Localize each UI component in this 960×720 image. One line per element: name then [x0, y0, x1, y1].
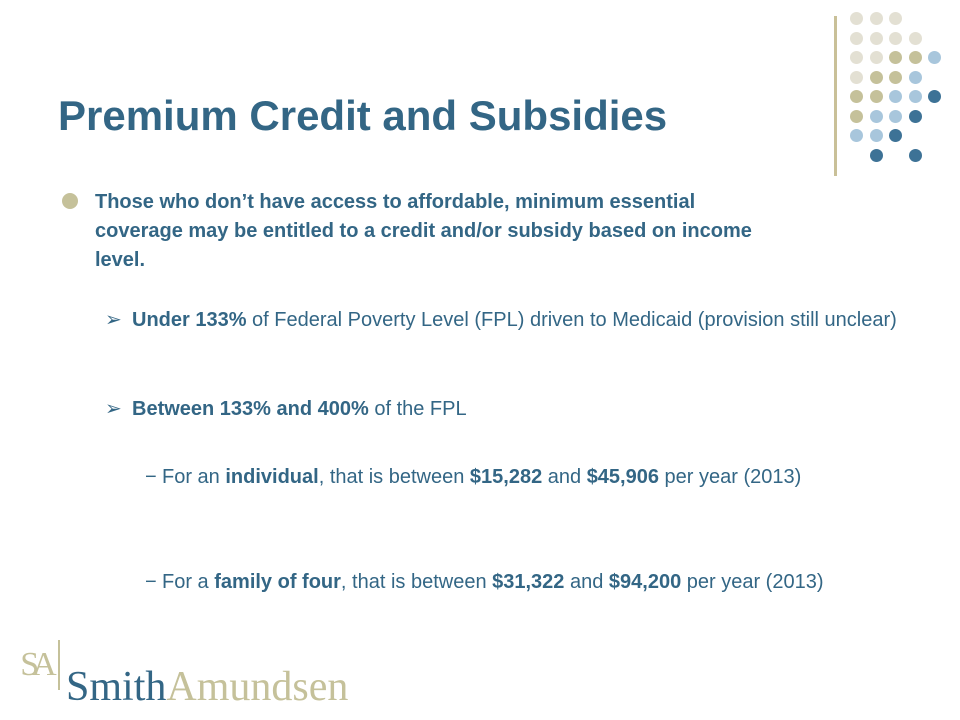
- decorative-dot: [850, 90, 863, 103]
- text-part: , that is between: [340, 571, 493, 593]
- decorative-dot-grid: [850, 12, 950, 162]
- text-bold-part: family of four: [214, 571, 341, 593]
- text-bold-part: $45,906: [586, 466, 659, 488]
- smithamundsen-logo: [12, 636, 392, 712]
- logo-name-second: Amundsen: [166, 664, 349, 710]
- decorative-dot: [909, 32, 922, 45]
- sub-bullet-under-133: [105, 306, 905, 335]
- decorative-dot: [889, 12, 902, 25]
- decorative-dot: [889, 32, 902, 45]
- decorative-dot: [909, 149, 922, 162]
- text-part: per year (2013): [681, 571, 824, 593]
- text-bold-part: $15,282: [469, 466, 543, 488]
- decorative-dot: [850, 12, 863, 25]
- text-part: For a: [162, 571, 215, 593]
- decorative-dot: [889, 110, 902, 123]
- slide-title: Premium Credit and Subsidies: [58, 92, 668, 139]
- decorative-dot: [928, 51, 941, 64]
- sub-bullet-text: of the FPL: [368, 398, 467, 420]
- arrow-bullet-icon: ➢: [105, 309, 122, 331]
- decorative-dot: [889, 51, 902, 64]
- decorative-dot: [889, 129, 902, 142]
- text-part: and: [542, 466, 587, 488]
- decorative-dot: [870, 71, 883, 84]
- bullet-text-eligibility: Those who don’t have access to affordable, minimum essential coverage may be entitled to a credit and/or subsidy based on income level.: [95, 191, 752, 271]
- decorative-dot: [870, 110, 883, 123]
- bullet-dot: [62, 193, 78, 209]
- logo-divider: [58, 640, 60, 690]
- decorative-dot: [850, 51, 863, 64]
- decorative-dot: [909, 110, 922, 123]
- text-bold-part: $94,200: [608, 571, 682, 593]
- sub-sub-bullet-individual: [145, 463, 905, 492]
- dash-bullet-icon: −: [145, 571, 157, 593]
- logo-wordmark: [66, 664, 348, 710]
- sub-bullet-bold: Under 133%: [132, 309, 247, 331]
- decorative-dot: [928, 90, 941, 103]
- decorative-dot: [889, 90, 902, 103]
- text-part: per year (2013): [658, 466, 802, 488]
- decorative-dot: [909, 51, 922, 64]
- text-part: For an: [162, 466, 226, 488]
- decorative-dot: [870, 149, 883, 162]
- decorative-dot: [870, 12, 883, 25]
- text-bold-part: individual: [225, 466, 319, 488]
- text-part: , that is between: [318, 466, 470, 488]
- sub-sub-bullet-family: [145, 568, 905, 597]
- decorative-dot: [909, 90, 922, 103]
- decorative-dot: [870, 129, 883, 142]
- logo-name-first: Smith: [66, 664, 167, 710]
- decorative-dot: [870, 32, 883, 45]
- decorative-dot: [909, 71, 922, 84]
- logo-monogram: SA: [20, 646, 50, 683]
- decorative-dot: [850, 71, 863, 84]
- decorative-dot: [850, 32, 863, 45]
- decorative-dot: [889, 71, 902, 84]
- sub-bullet-bold: Between 133% and 400%: [132, 398, 369, 420]
- decorative-dot: [870, 51, 883, 64]
- sub-bullet-text: of Federal Poverty Level (FPL) driven to Medicaid (provision still unclear): [246, 309, 897, 331]
- arrow-bullet-icon: ➢: [105, 398, 122, 420]
- decorative-dot: [850, 129, 863, 142]
- text-part: and: [564, 571, 609, 593]
- decorative-divider: [834, 16, 837, 176]
- text-bold-part: $31,322: [492, 571, 565, 593]
- sub-bullet-between-133-400: [105, 395, 905, 424]
- decorative-dot: [870, 90, 883, 103]
- decorative-dot: [850, 110, 863, 123]
- dash-bullet-icon: −: [145, 466, 157, 488]
